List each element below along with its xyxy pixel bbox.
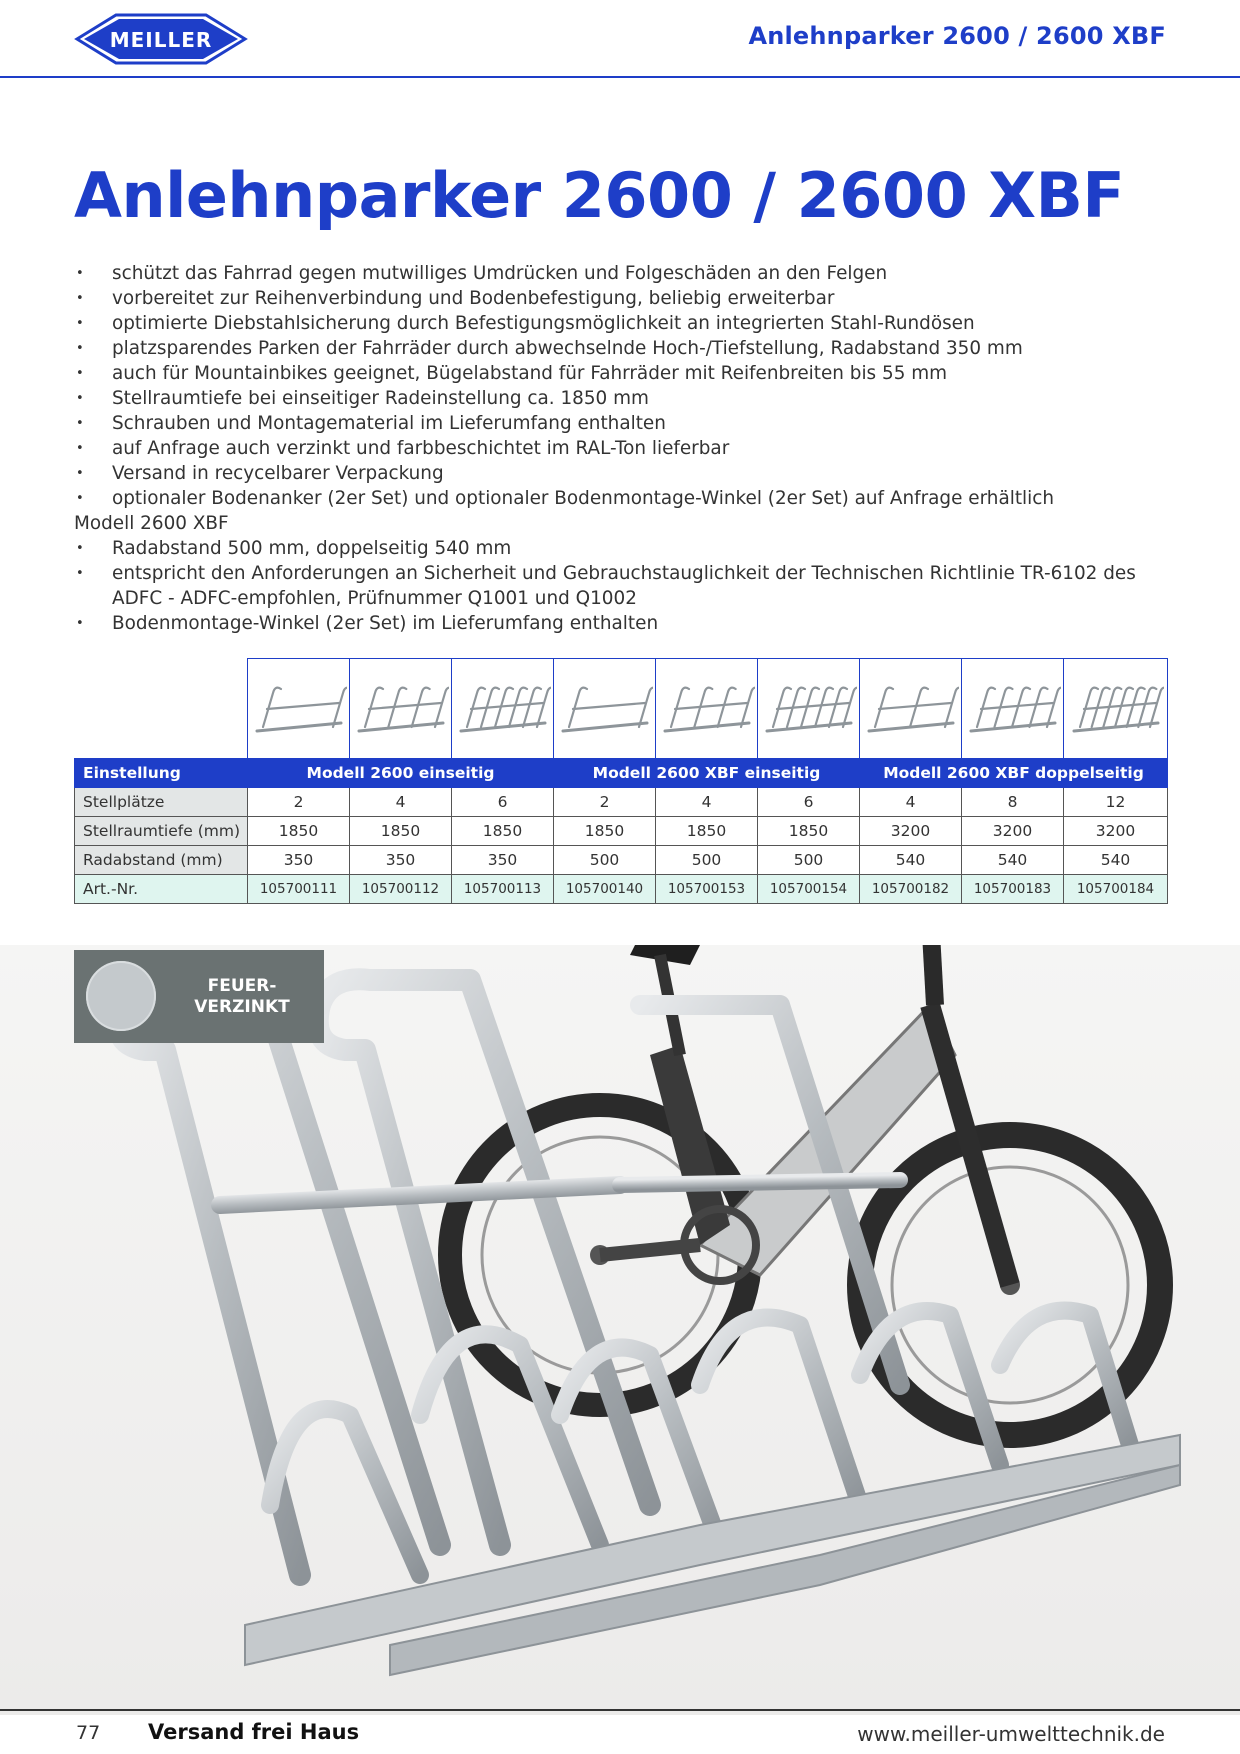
badge-line: FEUER- [207, 976, 277, 996]
table-cell: 540 [860, 846, 962, 875]
bike-rack-icon [965, 673, 1061, 745]
xbf-feature-item: • entspricht den Anforderungen an Sicherheit und Gebrauchstauglichkeit der Technischen Richtlinie TR-6102 des ADFC - ADFC-empfohlen, Prüfnummer Q1001 und Q1002 [74, 561, 1168, 611]
meiller-logo [74, 12, 248, 66]
table-cell: 4 [656, 788, 758, 817]
feature-item: • optionaler Bodenanker (2er Set) und optionaler Bodenmontage-Winkel (2er Set) auf Anfrage erhältlich [74, 486, 1168, 511]
xbf-feature-item: • Radabstand 500 mm, doppelseitig 540 mm [74, 536, 1168, 561]
table-row-article-number [75, 875, 1168, 904]
table-cell: 4 [860, 788, 962, 817]
article-number-cell: 105700154 [758, 875, 860, 904]
table-header-group: Modell 2600 einseitig [248, 759, 554, 788]
feature-item: • auch für Mountainbikes geeignet, Bügelabstand für Fahrräder mit Reifenbreiten bis 55 mm [74, 361, 1168, 386]
feature-item: • optimierte Diebstahlsicherung durch Befestigungsmöglichkeit an integrierten Stahl-Rundösen [74, 311, 1168, 336]
product-photo-bike-rack [0, 945, 1240, 1715]
table-cell: 1850 [350, 817, 452, 846]
table-cell: 500 [554, 846, 656, 875]
bike-rack-icon [659, 673, 755, 745]
feature-list [74, 261, 1168, 511]
table-cell: 3200 [962, 817, 1064, 846]
product-image-row [75, 659, 1168, 759]
table-cell: 350 [248, 846, 350, 875]
article-number-cell: 105700112 [350, 875, 452, 904]
feature-item: • Schrauben und Montagematerial im Lieferumfang enthalten [74, 411, 1168, 436]
zinc-swatch-icon [86, 961, 156, 1031]
bike-rack-icon [863, 673, 959, 745]
finish-badge [74, 950, 324, 1043]
bike-rack-icon [557, 673, 653, 745]
bike-rack-icon [1068, 673, 1164, 745]
product-table [74, 658, 1168, 904]
row-label: Radabstand (mm) [75, 846, 248, 875]
article-number-cell: 105700183 [962, 875, 1064, 904]
header-title: Anlehnparker 2600 / 2600 XBF [748, 22, 1166, 50]
table-cell: 1850 [656, 817, 758, 846]
table-cell: 350 [452, 846, 554, 875]
shipping-note: Versand frei Haus [148, 1720, 360, 1744]
table-cell: 1850 [452, 817, 554, 846]
badge-text [174, 976, 310, 1018]
row-label: Art.-Nr. [75, 875, 248, 904]
table-cell: 1850 [554, 817, 656, 846]
table-cell: 6 [452, 788, 554, 817]
article-number-cell: 105700184 [1064, 875, 1168, 904]
bike-rack-icon [455, 673, 551, 745]
feature-item: • vorbereitet zur Reihenverbindung und Bodenbefestigung, beliebig erweiterbar [74, 286, 1168, 311]
table-cell: 3200 [1064, 817, 1168, 846]
table-header-row [75, 759, 1168, 788]
table-cell: 500 [656, 846, 758, 875]
table-cell: 1850 [248, 817, 350, 846]
table-cell: 3200 [860, 817, 962, 846]
table-cell: 1850 [758, 817, 860, 846]
table-cell: 2 [248, 788, 350, 817]
product-thumbnail [350, 659, 452, 759]
xbf-feature-item: • Bodenmontage-Winkel (2er Set) im Lieferumfang enthalten [74, 611, 1168, 636]
table-cell: 2 [554, 788, 656, 817]
bike-rack-icon [353, 673, 449, 745]
table-header-group: Modell 2600 XBF einseitig [554, 759, 860, 788]
table-cell: 6 [758, 788, 860, 817]
feature-item: • schützt das Fahrrad gegen mutwilliges Umdrücken und Folgeschäden an den Felgen [74, 261, 1168, 286]
table-cell: 350 [350, 846, 452, 875]
product-thumbnail [1064, 659, 1168, 759]
article-number-cell: 105700140 [554, 875, 656, 904]
bike-rack-icon [761, 673, 857, 745]
website-link[interactable]: www.meiller-umwelttechnik.de [857, 1722, 1165, 1746]
xbf-heading: Modell 2600 XBF [74, 513, 229, 534]
product-thumbnail [452, 659, 554, 759]
product-thumbnail [554, 659, 656, 759]
footer-divider [0, 1709, 1240, 1711]
table-row [75, 788, 1168, 817]
feature-item: • auf Anfrage auch verzinkt und farbbeschichtet im RAL-Ton lieferbar [74, 436, 1168, 461]
article-number-cell: 105700113 [452, 875, 554, 904]
table-header-group: Modell 2600 XBF doppelseitig [860, 759, 1168, 788]
feature-item: • Stellraumtiefe bei einseitiger Radeinstellung ca. 1850 mm [74, 386, 1168, 411]
table-cell: 4 [350, 788, 452, 817]
product-thumbnail [860, 659, 962, 759]
product-thumbnail [656, 659, 758, 759]
page-number: 77 [76, 1722, 101, 1744]
bike-rack-icon [251, 673, 347, 745]
product-thumbnail [962, 659, 1064, 759]
table-cell: 12 [1064, 788, 1168, 817]
logo-text: MEILLER [109, 28, 213, 52]
article-number-cell: 105700182 [860, 875, 962, 904]
table-header-setting: Einstellung [75, 759, 248, 788]
xbf-feature-list [74, 536, 1168, 636]
page-header [0, 0, 1240, 78]
badge-line: VERZINKT [194, 997, 290, 1017]
product-thumbnail [248, 659, 350, 759]
article-number-cell: 105700153 [656, 875, 758, 904]
feature-list-section [74, 261, 1168, 636]
feature-item: • platzsparendes Parken der Fahrräder durch abwechselnde Hoch-/Tiefstellung, Radabstand 350 mm [74, 336, 1168, 361]
row-label: Stellplätze [75, 788, 248, 817]
article-number-cell: 105700111 [248, 875, 350, 904]
table-cell: 500 [758, 846, 860, 875]
feature-item: • Versand in recycelbarer Verpackung [74, 461, 1168, 486]
table-cell: 540 [962, 846, 1064, 875]
table-row [75, 817, 1168, 846]
page-title: Anlehnparker 2600 / 2600 XBF [74, 159, 1125, 232]
table-cell: 540 [1064, 846, 1168, 875]
row-label: Stellraumtiefe (mm) [75, 817, 248, 846]
table-row [75, 846, 1168, 875]
table-cell: 8 [962, 788, 1064, 817]
product-thumbnail [758, 659, 860, 759]
